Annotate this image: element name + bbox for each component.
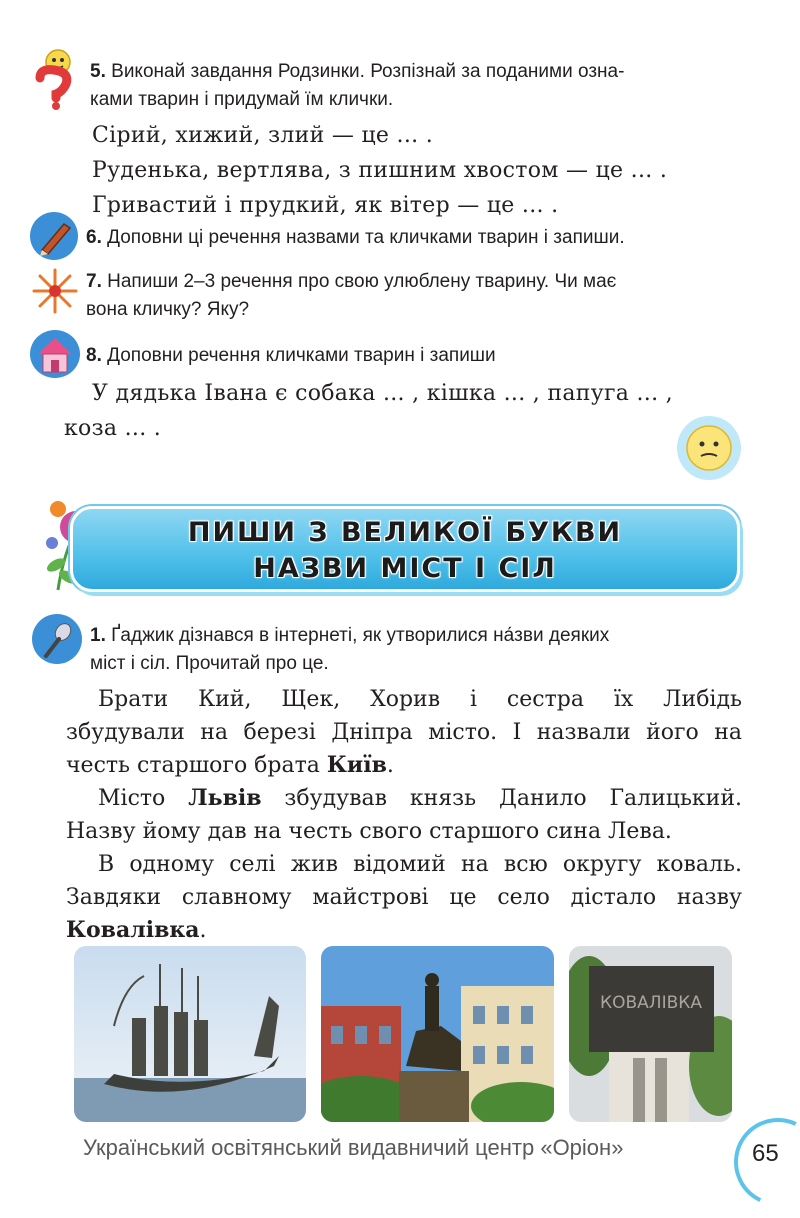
task-5-number: 5. xyxy=(90,61,106,82)
lviv-pre: Місто xyxy=(98,786,189,811)
paragraph-kovalivka-line3 xyxy=(66,914,742,947)
house-icon xyxy=(30,330,80,378)
paragraph-lviv-line1 xyxy=(66,782,742,815)
paragraph-lviv xyxy=(66,782,742,848)
task-8-sentence-line1: У дядька Івана є собака ... , кішка ... , папуга ... , xyxy=(92,381,673,406)
paragraph-kyiv-line3 xyxy=(66,749,742,782)
paragraph-kyiv-line2: збудували на березі Дніпра місто. І назвали його на xyxy=(66,720,742,745)
exercise-1-line2: міст і сіл. Прочитай про це. xyxy=(90,653,329,674)
sign-text: КОВАЛІВКА xyxy=(600,993,702,1013)
task-6-text: Доповни ці речення назвами та кличками тварин і запиши. xyxy=(107,227,625,248)
task-5-line1: Виконай завдання Родзинки. Розпізнай за поданими озна- xyxy=(111,61,625,82)
riddles xyxy=(92,118,772,223)
page-number: 65 xyxy=(752,1140,779,1167)
publisher-footer: Український освітянський видавничий центр «Оріон» xyxy=(83,1135,624,1160)
kovalivka-post: . xyxy=(199,918,207,943)
task-6-number: 6. xyxy=(86,227,102,248)
task-7-number: 7. xyxy=(86,271,102,292)
paragraph-kovalivka-line2: Завдяки славному майстрові це село дістало назву xyxy=(66,885,742,910)
question-mark-icon xyxy=(30,48,84,110)
banner-line1: ПИШИ З ВЕЛИКОЇ БУКВИ xyxy=(187,517,623,548)
firework-icon xyxy=(30,266,80,316)
paragraph-kovalivka xyxy=(66,848,742,947)
exercise-1-number: 1. xyxy=(90,625,106,646)
task-7 xyxy=(86,268,776,324)
microphone-icon xyxy=(32,614,82,664)
kovalivka-sign-photo xyxy=(569,946,732,1122)
task-7-line1: Напиши 2–3 речення про свою улюблену тварину. Чи має xyxy=(107,271,617,292)
kyiv-founders-monument-photo xyxy=(74,946,306,1122)
exercise-1 xyxy=(90,622,780,678)
task-8-sentence-line2: коза ... . xyxy=(64,416,162,441)
kyiv-pre: честь старшого брата xyxy=(66,753,327,778)
task-8-sentence xyxy=(64,376,774,446)
smiley-icon xyxy=(677,416,741,480)
paragraph-kyiv xyxy=(66,683,742,782)
task-6 xyxy=(86,224,776,252)
task-8-number: 8. xyxy=(86,345,102,366)
task-5-line2: ками тварин і придумай їм клички. xyxy=(90,89,394,110)
pen-icon xyxy=(30,212,78,260)
kyiv-name: Київ xyxy=(326,752,387,778)
paragraph-kyiv-line1: Брати Кий, Щек, Хорив і сестра їх Либідь xyxy=(98,687,742,712)
exercise-1-line1: Ґаджик дізнався в інтернеті, як утворилися на́зви деяких xyxy=(111,625,610,646)
danylo-halytskyi-monument-photo xyxy=(321,946,554,1122)
kyiv-post: . xyxy=(386,753,394,778)
paragraph-lviv-line2: Назву йому дав на честь свого старшого сина Лева. xyxy=(66,819,672,844)
task-8 xyxy=(86,342,776,370)
task-7-line2: вона кличку? Яку? xyxy=(86,299,250,320)
kovalivka-name: Ковалівка xyxy=(66,917,200,943)
riddle-3: Гривастий і прудкий, як вітер — це ... . xyxy=(92,193,559,218)
section-banner xyxy=(70,506,740,592)
lviv-name: Львів xyxy=(188,785,262,811)
paragraph-kovalivka-line1: В одному селі жив відомий на всю округу коваль. xyxy=(98,852,742,877)
riddle-1: Сірий, хижий, злий — це ... . xyxy=(92,123,433,148)
riddle-2: Руденька, вертлява, з пишним хвостом — це ... . xyxy=(92,158,668,183)
task-8-text: Доповни речення кличками тварин і запиши xyxy=(107,345,496,366)
lviv-post: збудував князь Данило Галицький. xyxy=(261,786,743,811)
banner-line2: НАЗВИ МІСТ І СІЛ xyxy=(253,553,557,584)
task-5 xyxy=(90,58,770,114)
